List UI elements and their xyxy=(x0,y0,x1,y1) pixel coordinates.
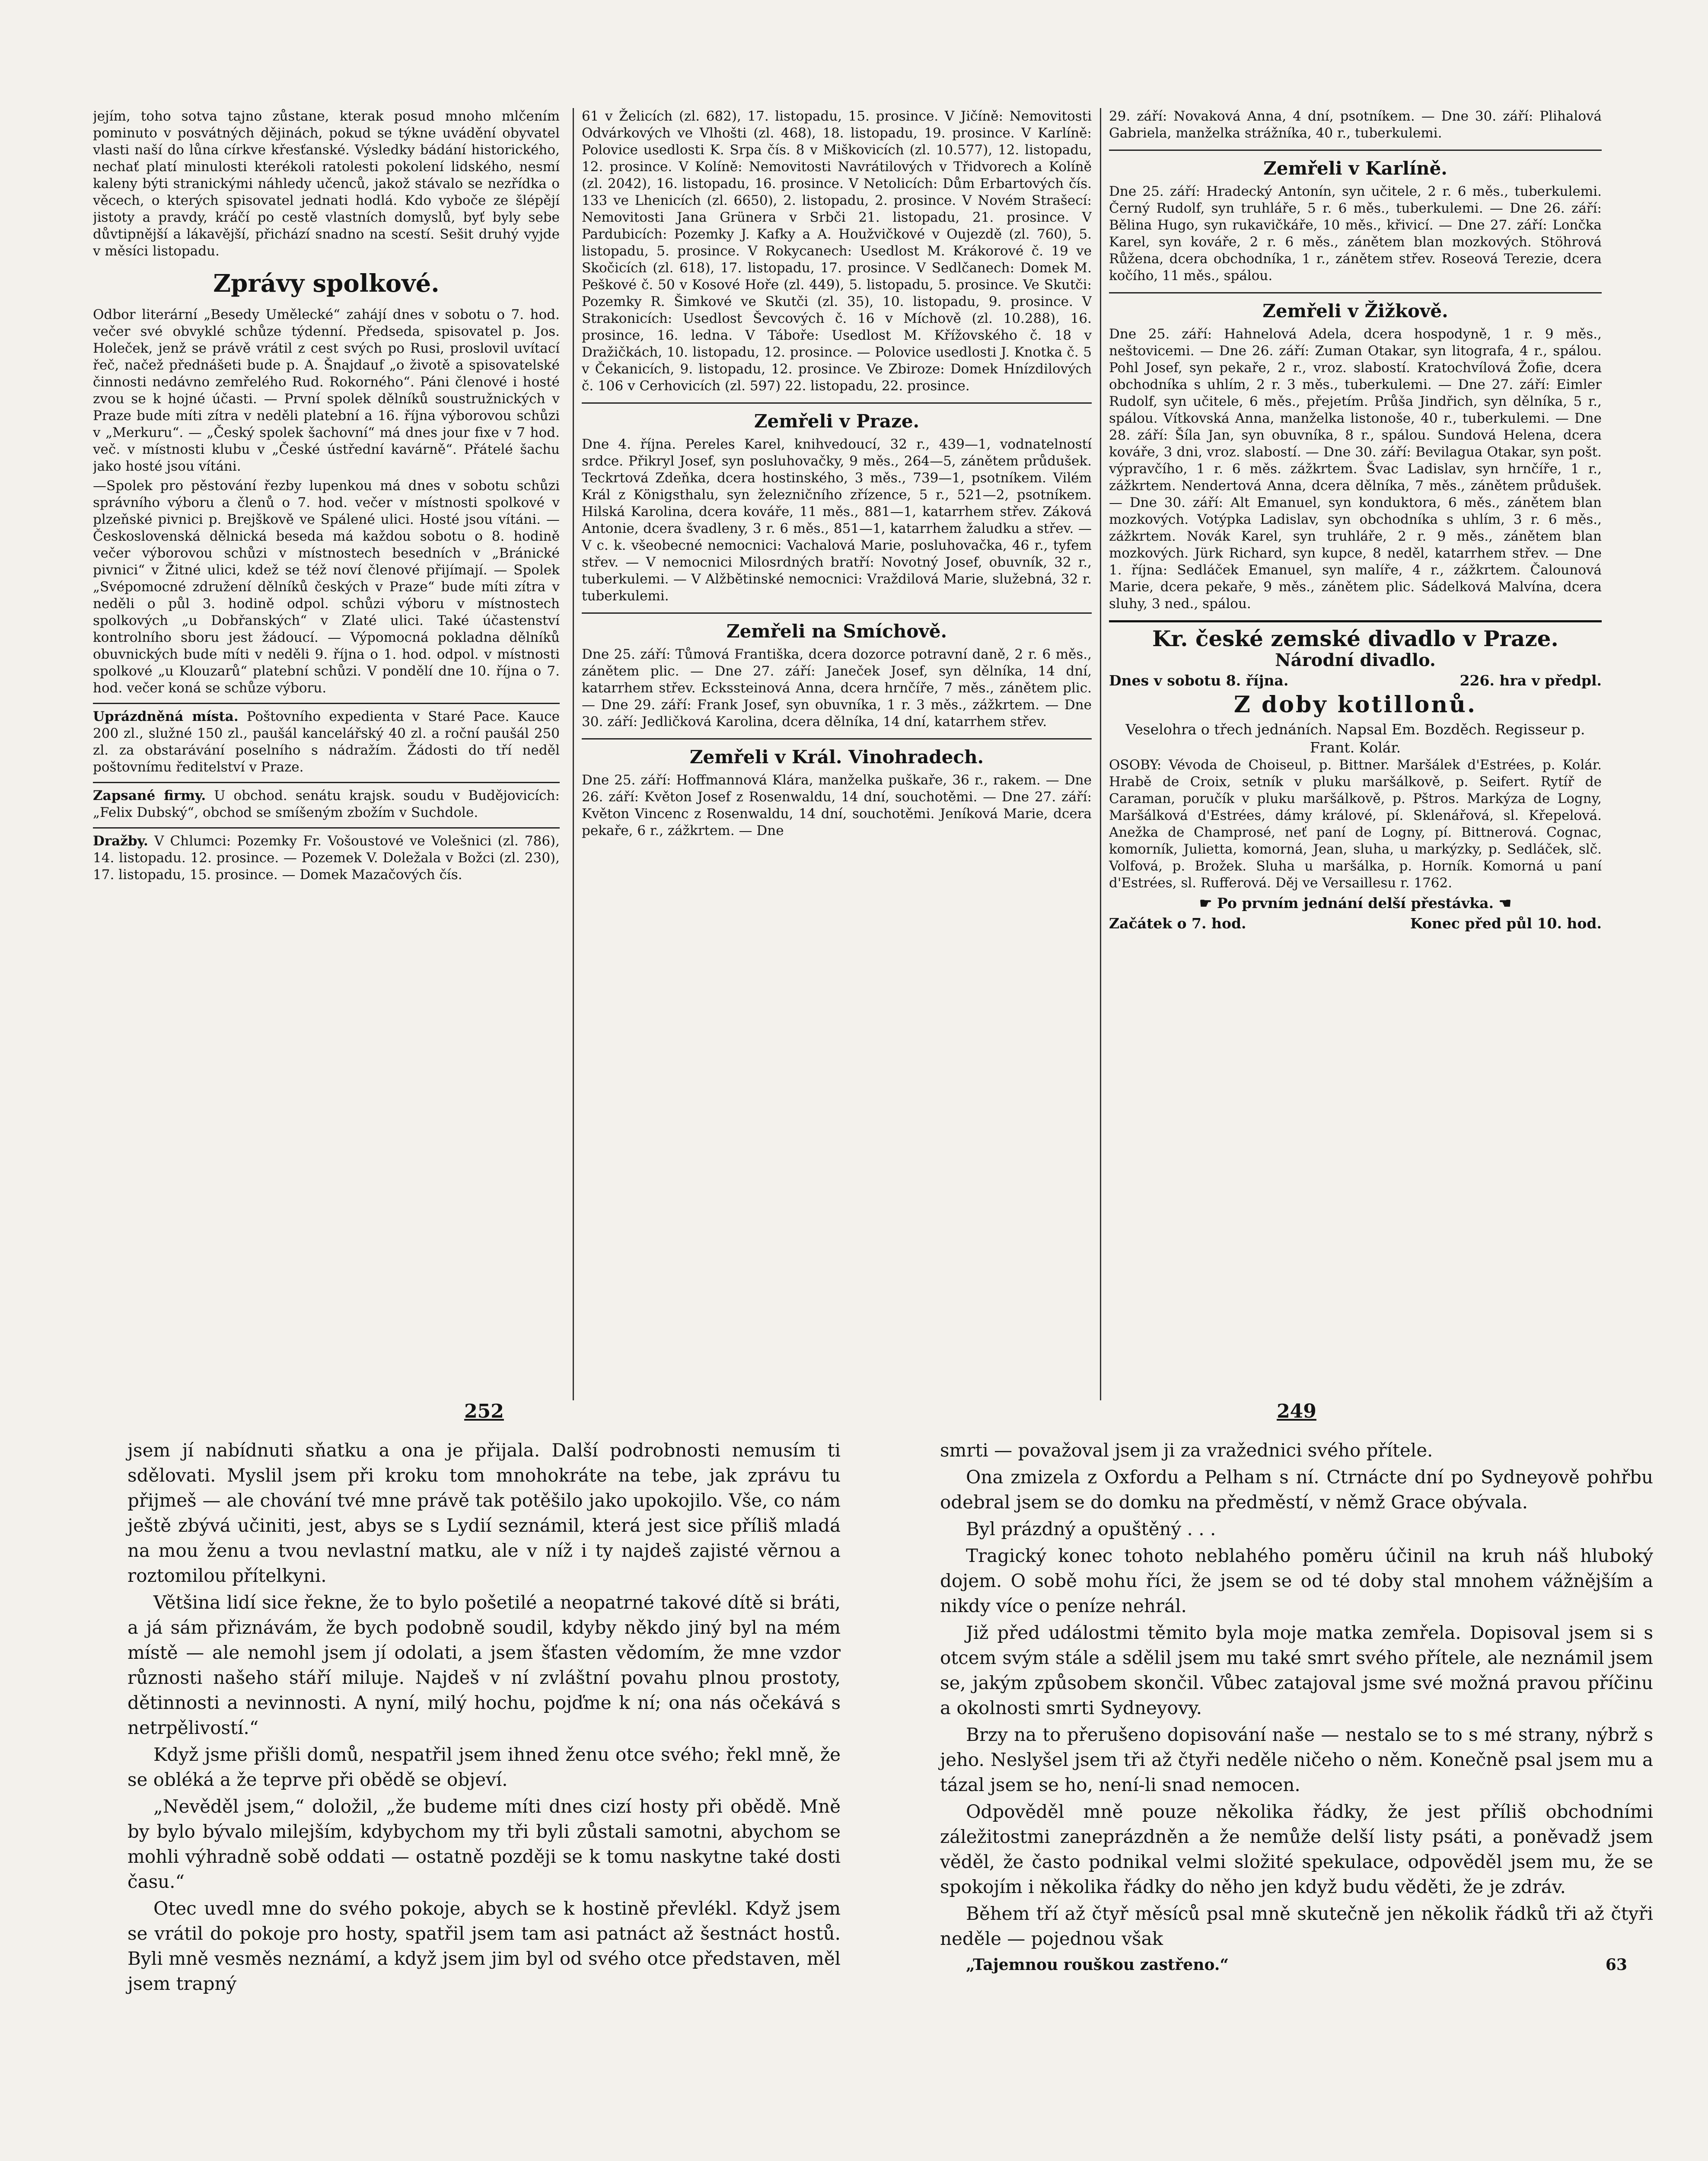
heading-spolkove: Zprávy spolkové. xyxy=(213,269,440,298)
column-1 xyxy=(93,108,560,1400)
pause-note xyxy=(1109,894,1602,912)
novel-paragraph: Odpověděl mně pouze několika řádky, že jest příliš obchodními záležitostmi zaneprázdněn a že nemůže delší listy psáti, a poněvadž jsem věděl, že často podnikal velmi složité spekulace, odpověděl jsem mu, že se spokojím i několika řádky do něho jen když budu věděti, že je zdráv. xyxy=(940,1801,1653,1897)
auctions-continued: 61 v Želicích (zl. 682), 17. listopadu, 15. prosince. V Jičíně: Nemovitosti Odvárkových ve Vlhošti (zl. 468), 18. listopadu, 19. prosince. V Karlíně: Polovice usedlosti K. Srpa čís. 8 v Miškovicích (zl. 10.577), 12. listopadu, 12. prosince. V Kolíně: Nemovitosti Navrátilových v Třidvorech a Kolíně (zl. 2042), 16. listopadu, 16. prosince. V Netolicích: Dům Erbartových čís. 133 ve Lhenicích (zl. 6650), 2. listopadu, 2. prosince. V Novém Strašecí: Nemovitosti Jana Grünera v Srbči 21. listopadu, 21. prosince. V Pardubicích: Pozemky J. Kafky a A. Houžvičkové v Oujezdě (zl. 760), 5. listopadu, 5. prosince. V Rokycanech: Usedlost M. Krákorové č. 19 ve Skočicích (zl. 618), 17. listopadu, 17. prosince. V Sedlčanech: Domek M. Peškové č. 50 v Kosové Hoře (zl. 449), 5. listopadu, 5. prosince. Ve Skutči: Pozemky R. Šimkové ve Skutči (zl. 35), 10. listopadu, 9. prosince. V Strakonicích: Usedlost Ševcových č. 16 v Míchově (zl. 10.288), 16. prosince, 16. ledna. V Táboře: Usedlost M. Křížovského č. 18 v Dražičkách, 10. listopadu, 12. prosince. — Polovice usedlosti J. Knotka č. 5 v Čekanicích, 9. listopadu, 12. prosince. Ve Zbiroze: Domek Hnízdilových č. 106 v Cerhovicích (zl. 597) 22. listopadu, 22. prosince. xyxy=(582,108,1092,394)
praha-deaths: Dne 4. října. Pereles Karel, knihvedoucí, 32 r., 439—1, vodnatelností srdce. Přikryl Josef, syn posluhovačky, 9 měs., 264—5, zánětem průdušek. Teckrtová Zdeňka, dcera hostinského, 3 měs., 739—1, psotníkem. Vilém Král z Königsthalu, syn železničního zřízence, 5 r., 521—2, psotníkem. Hilská Karolina, dcera kováře, 11 měs., 881—1, katarrhem střev. Záková Antonie, dcera švadleny, 3 r. 6 měs., 851—1, katarrhem žaludku a střev. — V c. k. všeobecné nemocnici: Vachalová Marie, posluhovačka, 46 r., tyfem střev. — V nemocnici Milosrdných bratří: Novotný Josef, obuvník, 32 r., tuberkulemi. — V Alžbětinské nemocnici: Vraždilová Marie, služebná, 32 r. tuberkulemi. xyxy=(582,437,1092,604)
performance-date: Dnes v sobotu 8. října. xyxy=(1109,672,1289,689)
novel-paragraph: Většina lidí sice řekne, že to bylo pošetilé a neopatrné takové dítě si bráti, a já sám přiznávám, že bych podobně soudil, kdyby někdo jiný byl na mém místě — ale nemohl jsem jí odolati, a jsem šťasten vědomím, že mne vzdor různosti našeho stáří miluje. Najdeš v ní zvláštní povahu plnou prostoty, dětinnosti a nevinnosti. A nyní, milý hochu, pojďme k ní; ona nás očekává s netrpělivostí.“ xyxy=(127,1592,841,1738)
play-description: Veselohra o třech jednáních. Napsal Em. Bozděch. Regisseur p. Frant. Kolár. xyxy=(1125,721,1585,756)
novel-paragraph: Byl prázdný a opuštěný . . . xyxy=(966,1518,1216,1539)
spolky-paragraph: Odbor literární „Besedy Umělecké“ zahájí dnes v sobotu o 7. hod. večer své obvyklé schůze týdenní. Předseda, spisovatel p. Jos. Holeček, jenž se právě vrátil z cest svých po Rusi, proslovil uvítací řeč, načež přednášeti bude p. A. Šnajdauf „o životě a spisovatelské činnosti nedávno zemřelého Rud. Rokorného“. Páni členové i hosté zvou se k hojné účasti. — První spolek dělníků soustružnických v Praze bude míti zítra v neděli platební a 16. října výborovou schůzi v „Merkuru“. — „Český spolek šachovní“ má dnes jour fixe v 7 hod. več. v místnosti klubu v „České ústřední kavárně“. Přátelé šachu jako hosté jsou vítáni. xyxy=(93,307,560,474)
vacant-label: Uprázdněná místa. xyxy=(93,709,239,724)
firms-notice xyxy=(93,782,560,821)
novel-paragraph: Brzy na to přerušeno dopisování naše — nestalo se to s mé strany, nýbrž s jeho. Neslyšel jsem tři až čtyři neděle ničeho o něm. Konečně psal jsem mu a tázal jsem se ho, není-li snad nemocen. xyxy=(940,1724,1653,1795)
page-footer xyxy=(940,1956,1653,1974)
column3-intro: 29. září: Novaková Anna, 4 dní, psotníkem. — Dne 30. září: Plihalová Gabriela, manželka strážníka, 40 r., tuberkulemi. xyxy=(1109,108,1602,141)
column1-intro: jejím, toho sotva tajno zůstane, kterak posud mnoho mlčením pominuto v posvátných dějinách, pokud se týkne uvádění obyvatel vlasti naší do lůna církve křesťanské. Výsledky bádání historického, nechať platí minulosti kterékoli ratolesti pokolení lidského, nesmí kaleny býti stranickými náhledy učenců, jakož stávalo se nezřídka o věcech, o kterých spisovatel jednati hodlá. Kdo vyboče ze šlépějí jistoty a pravdy, kráčí po cestě vlastních domyslů, byť byly sebe důvtipnější a lákavější, přichází snadno na scestí. Sešit druhý vyjde v měsíci listopadu. xyxy=(93,108,560,259)
subscription-number: 226. hra v předpl. xyxy=(1459,672,1602,689)
column-3 xyxy=(1100,108,1602,1400)
novel-paragraph: smrti — považoval jsem ji za vražednici svého přítele. xyxy=(940,1440,1433,1461)
zizkov-deaths: Dne 25. září: Hahnelová Adela, dcera hospodyně, 1 r. 9 měs., neštovicemi. — Dne 26. září: Zuman Otakar, syn litografa, 4 r., spálou. Pohl Josef, syn pekaře, 2 r., vroz. slabostí. Kratochvílová Žofie, dcera obchodníka s uhlím, 2 r. 3 měs., tuberkulemi. — Dne 27. září: Eimler Rudolf, syn učitele, 6 měs., přejetím. Průša Jindřich, syn dělníka, 5 r., spálou. Vítkovská Anna, manželka listonoše, 40 r., tuberkulemi. — Dne 28. září: Šíla Jan, syn obuvníka, 8 r., spálou. Sundová Helena, dcera kováře, 3 dni, vroz. slabostí. — Dne 30. září: Bevilagua Otakar, syn pošt. výpravčího, 1 r. 6 měs. zážkrtem. Švac Ladislav, syn hrnčíře, 1 r., zážkrtem. Nendertová Anna, dcera dělníka, 7 měs., zánětem průdušek. — Dne 30. září: Alt Emanuel, syn konduktora, 6 měs., zánětem blan mozkových. Votýpka Ladislav, syn obchodníka s uhlím, 3 r. 6 měs., zážkrtem. Novák Karel, syn truhláře, 2 r. 9 měs., zánětem blan mozkových. Jürk Richard, syn kupce, 8 neděl, katarrhem střev. — Dne 1. října: Sedláček Emanuel, syn malíře, 4 r., zážkrtem. Čalounová Marie, dcera pekaře, 9 měs., zánětem plic. Sádelková Malvína, dcera sluhy, 3 ned., spálou. xyxy=(1109,326,1602,612)
theatre-title: Kr. české zemské divadlo v Praze. xyxy=(1109,620,1602,651)
pause-note-text: Po prvním jednání delší přestávka. xyxy=(1217,895,1494,912)
footer-signature-number: 63 xyxy=(1605,1956,1627,1974)
newspaper-section xyxy=(93,108,1602,1400)
auctions-label: Dražby. xyxy=(93,833,148,849)
heading-smichov: Zemřeli na Smíchově. xyxy=(582,612,1092,642)
heading-praha: Zemřeli v Praze. xyxy=(582,402,1092,432)
cast-list: OSOBY: Vévoda de Choiseul, p. Bittner. Maršálek d'Estrées, p. Kolár. Hrabě de Croix, setník v pluku maršálkově, p. Seifert. Rytíř de Caraman, poručík v pluku maršálkově, p. Pštros. Markýza de Logny, Maršálková d'Estrées, dámy králové, pí. Sklenářová, sl. Křepelová. Anežka de Champrosé, neť paní de Logny, pí. Bittnerová. Cognac, komorník, Julietta, komorná, Jean, sluha, u markýzky, p. Sedláček, slč. Volfová, p. Brožek. Sluha u maršálka, p. Horník. Komorná u paní d'Estrées, sl. Rufferová. Děj ve Versaillesu r. 1762. xyxy=(1109,757,1602,891)
column-2 xyxy=(573,108,1092,1400)
novel-paragraph: Již před událostmi těmito byla moje matka zemřela. Dopisoval jsem si s otcem svým stále a sdělil jsem mu také smrt svého přítele, ale neznámil jsem se, jakým způsobem skončil. Vůbec zatajoval jsme své možná pravou příčinu a okolnosti smrti Sydneyovy. xyxy=(940,1622,1653,1718)
karlin-deaths: Dne 25. září: Hradecký Antonín, syn učitele, 2 r. 6 měs., tuberkulemi. Černý Rudolf, syn truhláře, 5 r. 6 měs., tuberkulemi. — Dne 26. září: Bělina Hugo, syn rukavičkáře, 10 měs., křivicí. — Dne 27. září: Lončka Karel, syn kováře, 2 r. 6 měs., zánětem blan mozkových. Stöhrová Růžena, dcera obchodníka, 1 r., zánětem střev. Roseová Terezie, dcera kočího, 11 měs., spálou. xyxy=(1109,184,1602,284)
novel-paragraph: Tragický konec tohoto neblahého poměru účinil na kruh náš hluboký dojem. O sobě mohu říci, že jsem se od té doby stal mnohem vážnějším a nikdy více o peníze nehrál. xyxy=(940,1545,1653,1616)
vacant-text: Poštovního expedienta v Staré Pace. Kauce 200 zl., služné 150 zl., paušál kancelářský 40 zl. a roční paušál 250 zl. za obstarávání poselního s nádražím. Žádosti do tří neděl poštovnímu ředitelství v Praze. xyxy=(93,709,560,775)
novel-section xyxy=(93,1400,1653,2161)
vinohrady-deaths: Dne 25. září: Hoffmannová Klára, manželka puškaře, 36 r., rakem. — Dne 26. září: Květon Josef z Rosenwaldu, 14 dní, souchotěmi. — Dne 27. září: Květon Vincenc z Rosenwaldu, 14 dní, souchotěmi. Jeníková Marie, dcera pekaře, 6 r., zážkrtem. — Dne xyxy=(582,772,1092,838)
novel-paragraph: Otec uvedl mne do svého pokoje, abych se k hostině převlékl. Když jsem se vrátil do pokoje pro hosty, spatřil jsem tam asi patnáct až šestnáct hostů. Byli mně vesměs neznámí, a když jsem jim byl od svého otce představen, měl jsem trapný xyxy=(127,1898,841,1994)
right-page xyxy=(940,1400,1653,2161)
spolky-paragraph: —Spolek pro pěstování řezby lupenkou má dnes v sobotu schůzi správního výboru a členů o 7. hod. večer v místnosti spolkové v plzeňské pivnici p. Brejškově ve Spálené ulici. Hosté jsou vítáni. — Československá dělnická beseda má každou sobotu o 8. hodině večer výborovou schůzi v místnostech besedních v „Bránické pivnici“ v Žitné ulici, kdež se též noví členové přijímají. — Spolek „Svépomocné združení dělníků českých v Praze“ bude míti zítra v neděli o půl 3. hodině odpol. schůzi výboru v místnostech spolkových „u Dobřanských“ v Zlaté ulici. Také účastenství kontrolního sboru jest žádoucí. — Výpomocná pokladna dělníků obuvnických bude míti v neděli 9. října o 1. hod. odpol. v místnosti spolkové „u Klouzarů“ platební schůzi. V pondělí dne 10. října o 7. hod. večer koná se schůze výboru. xyxy=(93,478,560,696)
heading-karlin: Zemřeli v Karlíně. xyxy=(1109,150,1602,179)
heading-vinohrady: Zemřeli v Král. Vinohradech. xyxy=(582,738,1092,768)
vacant-notice xyxy=(93,703,560,776)
start-time: Začátek o 7. hod. xyxy=(1109,915,1246,932)
left-page xyxy=(127,1400,841,2161)
theatre-subtitle: Národní divadlo. xyxy=(1275,650,1436,670)
play-title: Z doby kotillonů. xyxy=(1233,692,1477,718)
page-number-right: 249 xyxy=(1277,1400,1316,1422)
heading-zizkov: Zemřeli v Žižkově. xyxy=(1109,292,1602,322)
time-row xyxy=(1109,915,1602,932)
novel-paragraph: jsem jí nabídnuti sňatku a ona je přijala. Další podrobnosti nemusím ti sdělovati. Myslil jsem při kroku tom mnohokráte na tebe, jak zprávu tu přijmeš — ale chování tvé mne právě tak potěšilo jako upokojilo. Vše, co nám ještě zbývá učiniti, jest, abys se s Lydií seznámil, která jest sice příliš mladá na mou ženu a tvou nevlastní matku, ale v níž i ty najdeš zajisté věrnou a roztomilou přítelkyni. xyxy=(127,1440,841,1586)
end-time: Konec před půl 10. hod. xyxy=(1410,915,1602,932)
firms-text: U obchod. senátu krajsk. soudu v Budějovicích: „Felix Dubský“, obchod se smíšeným zbožím v Suchdole. xyxy=(93,788,560,820)
auctions-text: V Chlumci: Pozemky Fr. Vošoustové ve Volešnici (zl. 786), 14. listopadu. 12. prosince. — Pozemek V. Doležala v Božci (zl. 230), 17. listopadu, 15. prosince. — Domek Mazačových čís. xyxy=(93,833,560,883)
novel-paragraph: Během tří až čtyř měsíců psal mně skutečně jen několik řádků tři až čtyři neděle — pojednou však xyxy=(940,1903,1653,1949)
novel-paragraph: Když jsme přišli domů, nespatřil jsem ihned ženu otce svého; řekl mně, že se obléká a že teprve při obědě se objeví. xyxy=(127,1744,841,1790)
page-number-left: 252 xyxy=(464,1400,504,1422)
firms-label: Zapsané firmy. xyxy=(93,788,206,803)
pointing-hand-icon: ☛ xyxy=(1199,895,1217,912)
auctions-notice xyxy=(93,827,560,883)
footer-title: „Tajemnou rouškou zastřeno.“ xyxy=(966,1956,1229,1974)
performance-date-row xyxy=(1109,672,1602,689)
novel-paragraph: Ona zmizela z Oxfordu a Pelham s ní. Ctrnácte dní po Sydneyově pohřbu odebral jsem se do domku na předměstí, v němž Grace obývala. xyxy=(940,1466,1653,1513)
smichov-deaths: Dne 25. září: Tůmová Františka, dcera dozorce potravní daně, 2 r. 6 měs., zánětem plic. — Dne 27. září: Janeček Josef, syn dělníka, 14 dní, katarrhem střev. Eckssteinová Anna, dcera hrnčíře, 7 měs., zánětem plic. — Dne 29. září: Frank Josef, syn obuvníka, 1 r. 3 měs., zážkrtem. — Dne 30. září: Jedličková Karolina, dcera dělníka, 14 dní, katarrhem střev. xyxy=(582,647,1092,730)
novel-paragraph: „Nevěděl jsem,“ doložil, „že budeme míti dnes cizí hosty při obědě. Mně by bylo bývalo milejším, kdybychom my tři byli zůstali samotni, abychom se mohli výhradně sobě oddati — ostatně později se k tomu naskytne také dosti času.“ xyxy=(127,1796,841,1892)
pointing-hand-icon: ☚ xyxy=(1494,895,1512,912)
